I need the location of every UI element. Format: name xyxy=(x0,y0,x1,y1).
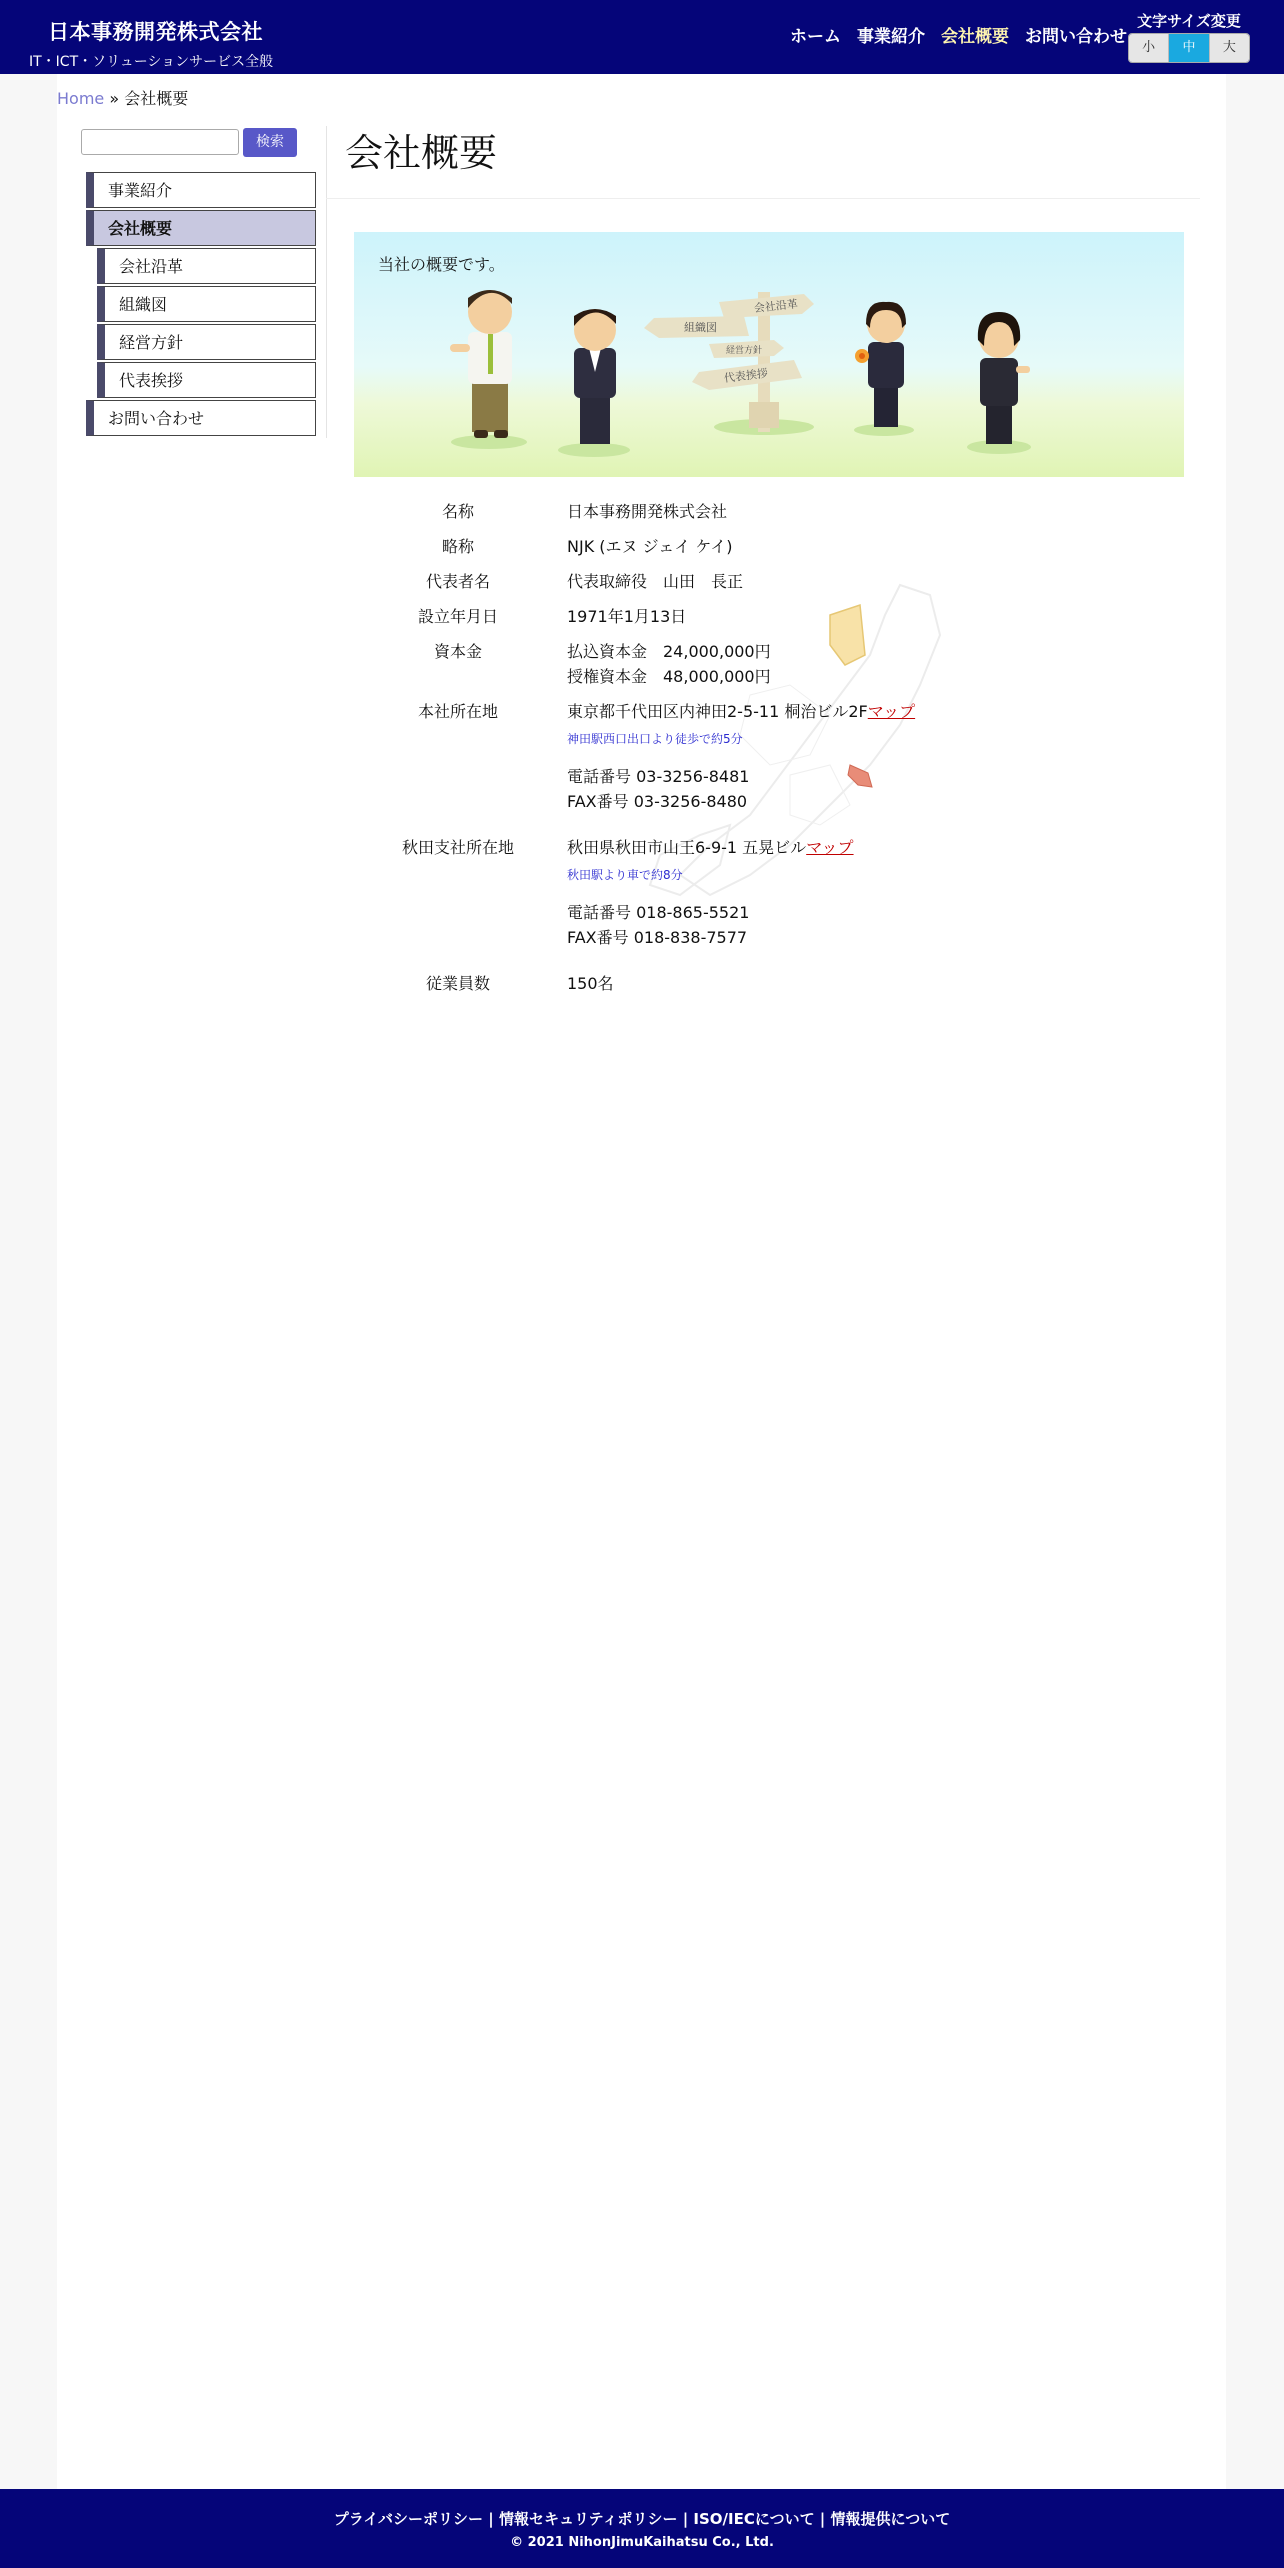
title-divider xyxy=(326,198,1200,199)
nav-company[interactable]: 会社概要 xyxy=(941,27,1009,47)
representative-label: 代表者名 xyxy=(425,572,490,591)
site-subtitle: IT・ICT・ソリューションサービス全般 xyxy=(29,54,274,70)
breadcrumb-home-link[interactable]: Home xyxy=(57,89,105,108)
sidebar-divider xyxy=(326,126,327,438)
nav-home[interactable]: ホーム xyxy=(790,27,841,47)
hq-address-label: 本社所在地 xyxy=(417,702,498,721)
footer-links xyxy=(0,2508,1284,2529)
person-woman-2-figure xyxy=(978,312,1030,444)
abbr-value: NJK (エヌ ジェイ ケイ) xyxy=(567,537,733,556)
sidebar-item-business[interactable]: 事業紹介 xyxy=(86,172,316,208)
person-man-2-figure xyxy=(574,309,616,444)
hq-map-link[interactable]: マップ xyxy=(867,702,916,721)
hero-illustration xyxy=(354,232,1184,477)
nav-contact[interactable]: お問い合わせ xyxy=(1025,27,1127,47)
footer-privacy-link[interactable]: プライバシーポリシー xyxy=(333,2510,484,2528)
sign-org-label: 組織図 xyxy=(684,321,717,334)
breadcrumb xyxy=(57,86,188,109)
search-input[interactable] xyxy=(81,129,239,155)
footer-separator: | xyxy=(814,2510,831,2528)
capital-label: 資本金 xyxy=(433,642,482,661)
founded-value: 1971年1月13日 xyxy=(567,607,687,626)
font-size-switcher xyxy=(1128,10,1250,63)
akita-tel-value: 電話番号 018-865-5521 xyxy=(567,903,750,922)
sidebar-item-history[interactable]: 会社沿革 xyxy=(97,248,316,284)
footer-separator: | xyxy=(677,2510,694,2528)
signpost-figure xyxy=(644,292,814,432)
employees-label: 従業員数 xyxy=(425,974,490,993)
breadcrumb-separator: » xyxy=(104,89,125,108)
font-size-large-button[interactable]: 大 xyxy=(1210,34,1249,62)
site-footer xyxy=(0,2489,1284,2568)
hero-text: 当社の概要です。 xyxy=(378,255,505,274)
sidebar-item-org-chart[interactable]: 組織図 xyxy=(97,286,316,322)
hq-tel-value: 電話番号 03-3256-8481 xyxy=(567,767,750,786)
hq-address-value xyxy=(567,699,915,722)
sidebar-item-contact[interactable]: お問い合わせ xyxy=(86,400,316,436)
representative-value: 代表取締役 山田 長正 xyxy=(567,572,744,591)
site-header xyxy=(0,0,1284,74)
footer-iso-link[interactable]: ISO/IECについて xyxy=(693,2510,815,2528)
page-title: 会社概要 xyxy=(345,131,498,175)
capital-paid-value: 払込資本金 24,000,000円 xyxy=(567,642,771,661)
breadcrumb-current: 会社概要 xyxy=(124,89,189,108)
font-size-medium-button[interactable]: 中 xyxy=(1169,34,1209,62)
sidebar-item-company[interactable]: 会社概要 xyxy=(86,210,316,246)
akita-access-note: 秋田駅より車で約8分 xyxy=(567,868,683,882)
sidebar-item-greeting[interactable]: 代表挨拶 xyxy=(97,362,316,398)
footer-separator: | xyxy=(483,2510,499,2528)
abbr-label: 略称 xyxy=(441,537,474,556)
sign-greeting-label: 代表挨拶 xyxy=(723,366,769,385)
copyright: © 2021 NihonJimuKaihatsu Co., Ltd. xyxy=(510,2535,774,2550)
sign-policy-label: 経営方針 xyxy=(726,346,763,356)
main-nav xyxy=(790,22,1127,47)
person-woman-1-figure xyxy=(855,302,906,427)
site-title[interactable]: 日本事務開発株式会社 xyxy=(48,20,263,44)
person-man-1-figure xyxy=(450,290,512,438)
hq-fax-value: FAX番号 03-3256-8480 xyxy=(567,792,748,811)
hq-address-text: 東京都千代田区内神田2-5-11 桐治ビル2F xyxy=(567,702,868,721)
akita-fax-value: FAX番号 018-838-7577 xyxy=(567,928,748,947)
sidebar-item-policy[interactable]: 経営方針 xyxy=(97,324,316,360)
footer-security-link[interactable]: 情報セキュリティポリシー xyxy=(498,2510,678,2528)
akita-address-label: 秋田支社所在地 xyxy=(401,838,514,857)
footer-info-link[interactable]: 情報提供について xyxy=(830,2510,951,2528)
font-size-buttons xyxy=(1128,33,1250,63)
akita-map-link[interactable]: マップ xyxy=(806,838,854,857)
employees-value: 150名 xyxy=(567,974,614,993)
nav-business[interactable]: 事業紹介 xyxy=(857,27,925,47)
founded-label: 設立年月日 xyxy=(417,607,498,626)
akita-address-text: 秋田県秋田市山王6-9-1 五晃ビル xyxy=(567,838,807,857)
sign-history-label: 会社沿革 xyxy=(753,297,799,315)
akita-address-value xyxy=(567,835,854,858)
search-button[interactable]: 検索 xyxy=(243,128,297,157)
name-label: 名称 xyxy=(441,502,474,521)
hq-access-note: 神田駅西口出口より徒歩で約5分 xyxy=(567,732,743,746)
capital-authorized-value: 授権資本金 48,000,000円 xyxy=(567,667,771,686)
hero-banner xyxy=(354,232,1184,477)
font-size-label: 文字サイズ変更 xyxy=(1137,12,1241,30)
name-value: 日本事務開発株式会社 xyxy=(567,502,728,521)
font-size-small-button[interactable]: 小 xyxy=(1129,34,1169,62)
